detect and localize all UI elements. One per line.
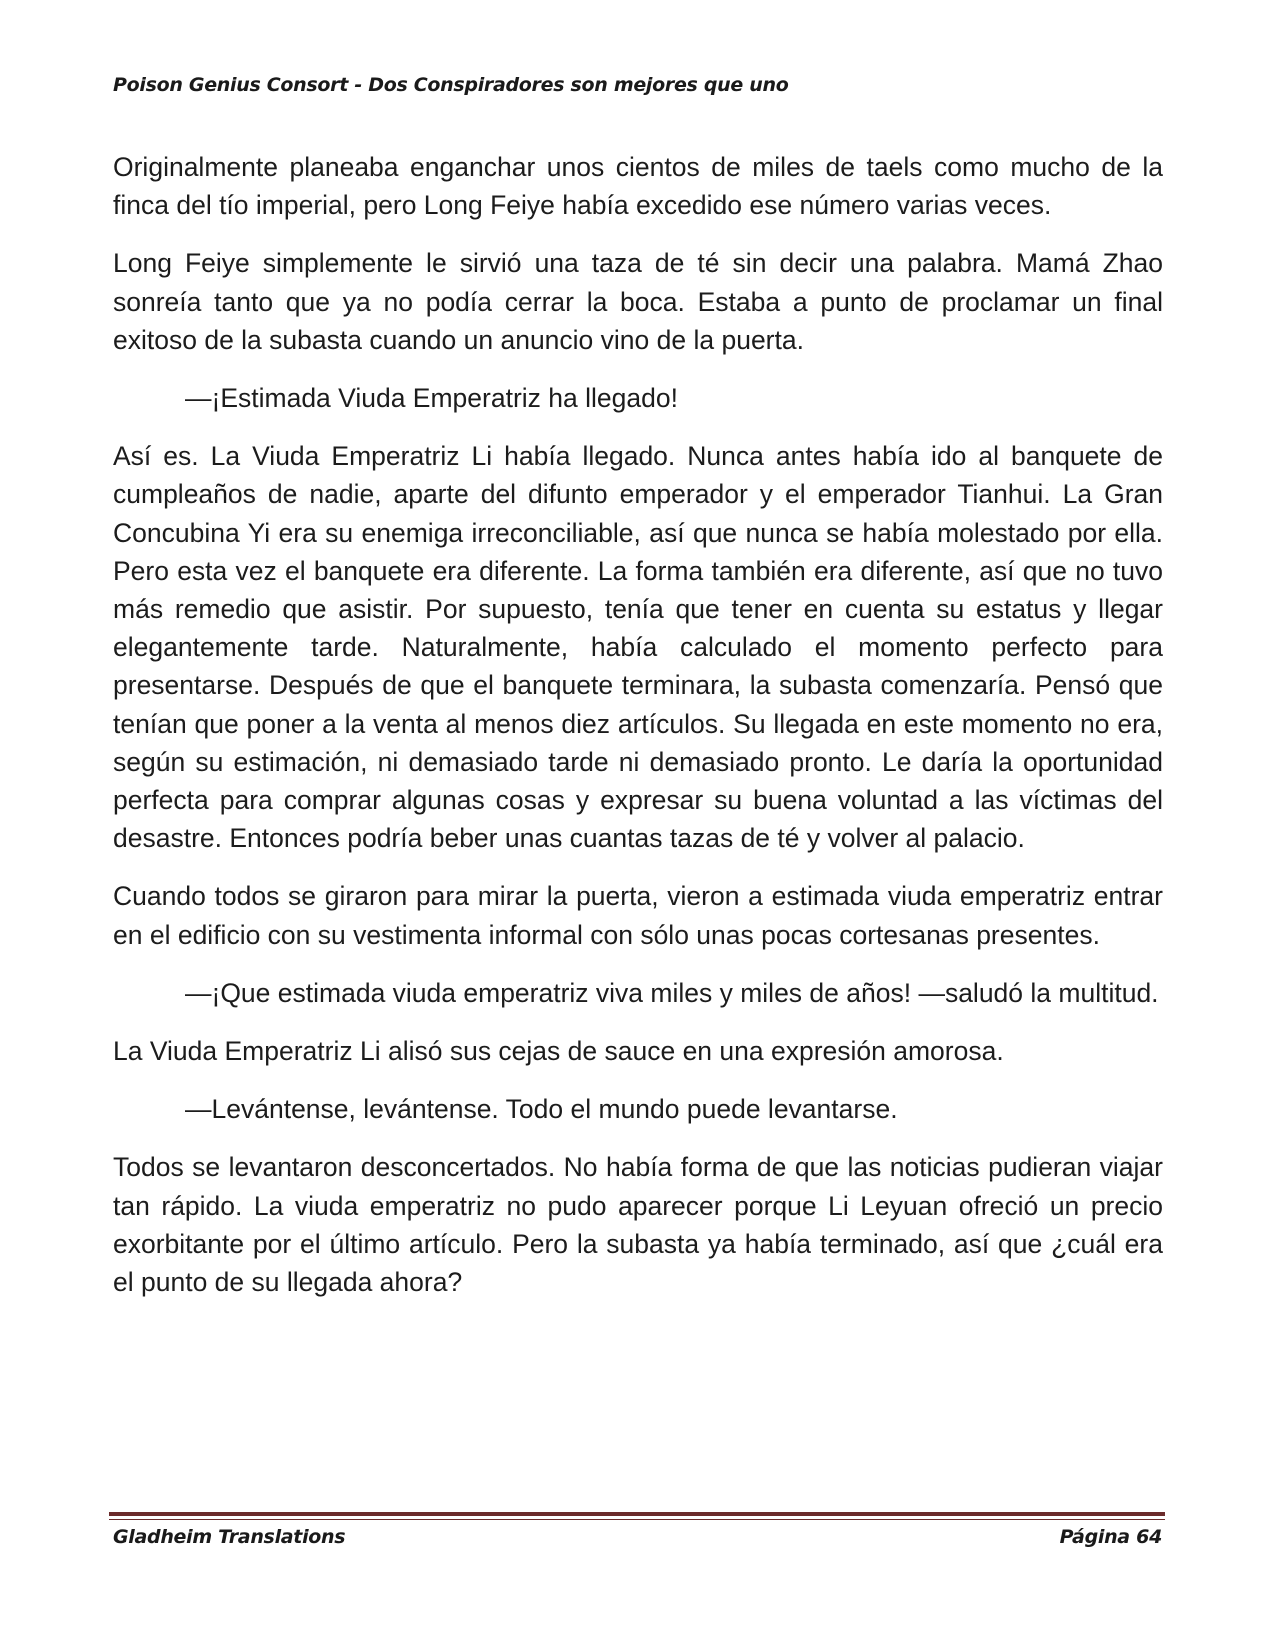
dialogue-line: —¡Estimada Viuda Emperatriz ha llegado! [185,383,678,414]
page-body [113,148,1163,1301]
paragraph: Cuando todos se giraron para mirar la puerta, vieron a estimada viuda emperatriz entrar en el edificio con su vestimenta informal con sólo unas pocas cortesanas presentes. [113,881,1163,950]
paragraph: Long Feiye simplemente le sirvió una taza de té sin decir una palabra. Mamá Zhao sonreía tanto que ya no podía cerrar la boca. Estaba a punto de proclamar un final exitoso de la subasta cuando un anuncio vino de la puerta. [113,248,1163,355]
paragraph: Originalmente planeaba enganchar unos cientos de miles de taels como mucho de la finca del tío imperial, pero Long Feiye había excedido ese número varias veces. [113,152,1163,221]
page-number: Página 64 [1059,1526,1162,1548]
footer-publisher: Gladheim Translations [113,1526,346,1548]
paragraph: Así es. La Viuda Emperatriz Li había llegado. Nunca antes había ido al banquete de cumpleaños de nadie, aparte del difunto emperador y el emperador Tianhui. La Gran Concubina Yi era su enemiga irreconciliable, así que nunca se había molestado por ella. Pero esta vez el banquete era diferente. La forma también era diferente, así que no tuvo más remedio que asistir. Por supuesto, tenía que tener en cuenta su estatus y llegar elegantemente tarde. Naturalmente, había calculado el momento perfecto para presentarse. Después de que el banquete terminara, la subasta comenzaría. Pensó que tenían que poner a la venta al menos diez artículos. Su llegada en este momento no era, según su estimación, ni demasiado tarde ni demasiado pronto. Le daría la oportunidad perfecta para comprar algunas cosas y expresar su buena voluntad a las víctimas del desastre. Entonces podría beber unas cuantas tazas de té y volver al palacio. [113,441,1163,854]
running-header: Poison Genius Consort - Dos Conspiradores son mejores que uno [113,74,789,96]
paragraph: La Viuda Emperatriz Li alisó sus cejas de sauce en una expresión amorosa. [113,1036,1004,1067]
dialogue-line: —Levántense, levántense. Todo el mundo puede levantarse. [185,1094,898,1125]
paragraph: Todos se levantaron desconcertados. No había forma de que las noticias pudieran viajar tan rápido. La viuda emperatriz no pudo aparecer porque Li Leyuan ofreció un precio exorbitante por el último artículo. Pero la subasta ya había terminado, así que ¿cuál era el punto de su llegada ahora? [113,1152,1163,1298]
dialogue-line: —¡Que estimada viuda emperatriz viva miles y miles de años! —saludó la multitud. [185,977,1159,1008]
footer-rule-thin [109,1519,1165,1520]
footer-rule [109,1512,1165,1516]
